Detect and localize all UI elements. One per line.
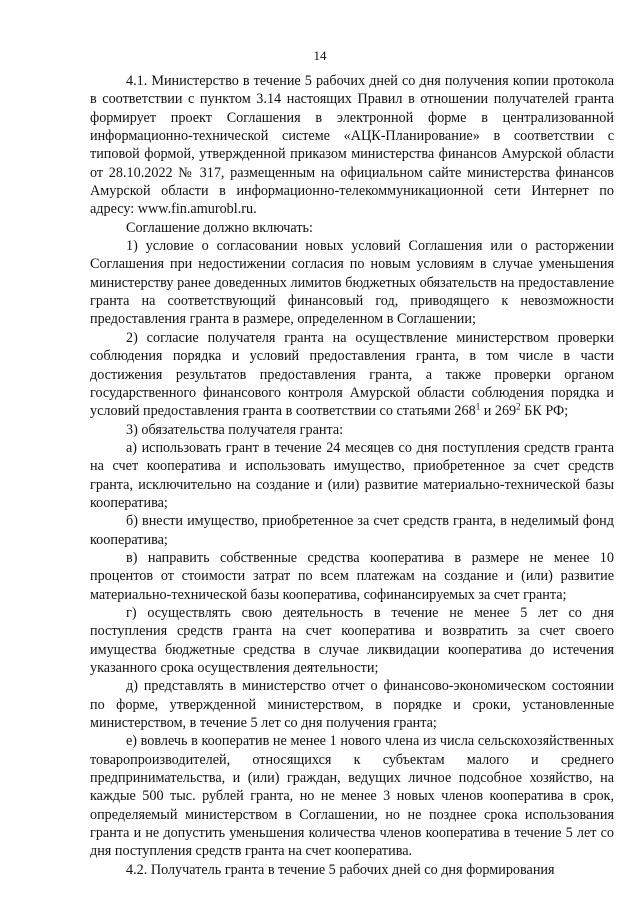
paragraph-4-2: 4.2. Получатель гранта в течение 5 рабочих дней со дня формирования (126, 861, 555, 878)
paragraph-item-1: 1) условие о согласовании новых условий Соглашения или о расторжении Соглашения при недостижении согласия по новым условиям в случае уменьшения министерству ранее доведенных лимитов бюджетных обязательств на предоставление гранта на соответствующий финансовый год, приводящего к невозможности предоставления гранта в размере, определенном в Соглашении; (90, 238, 614, 328)
paragraph-item-3: 3) обязательства получателя гранта: (126, 421, 344, 438)
paragraph-4-1: 4.1. Министерство в течение 5 рабочих дней со дня получения копии протокола в соответствии с пунктом 3.14 настоящих Правил в отношении получателей гранта формирует проект Соглашения в электронной форме в централизованной информационно-технической системе «АЦК-Планирование» в соответствии с типовой формой, утвержденной приказом министерства финансов Амурской области от 28.10.2022 № 317, размещенным на официальном сайте министерства финансов Амурской области в информационно-телекоммуникационной сети Интернет по адресу: www.fin.amurobl.ru. (90, 73, 614, 218)
paragraph-item-3g: г) осуществлять свою деятельность в течение не менее 5 лет со дня поступления средств гранта на счет кооператива и возвратить за счет своего имущества бюджетные средства в случае ликвидации кооператива до истечения указанного срока осуществления деятельности; (90, 604, 614, 676)
paragraph-item-3b: б) внести имущество, приобретенное за счет средств гранта, в неделимый фонд кооператива; (90, 513, 614, 548)
superscript-269: 2 (516, 401, 521, 412)
page-number: 14 (313, 48, 327, 63)
paragraph-item-3d: д) представлять в министерство отчет о финансово-экономическом состоянии по форме, утвержденной министерством, в порядке и сроки, установленные министерством, в течение 5 лет со дня получения гранта; (90, 678, 614, 732)
superscript-268: 1 (475, 401, 481, 412)
document-body (90, 72, 614, 879)
paragraph-item-3a: а) использовать грант в течение 24 месяцев со дня поступления средств гранта на счет кооператива и использовать имущество, приобретенное за счет средств гранта, исключительно на создание и (или) развитие материально-технической базы кооператива; (90, 439, 614, 511)
paragraph-item-2-text-after: БК РФ; (520, 403, 569, 420)
paragraph-item-3v: в) направить собственные средства кооператива в размере не менее 10 процентов от стоимости затрат по всем платежам на создание и (или) развитие материально-технической базы кооператива, софинансируемых за счет гранта; (90, 549, 614, 603)
paragraph-item-2-text-before: 2) согласие получателя гранта на осуществление министерством проверки соблюдения порядка и условий предоставления гранта, в том числе в части достижения результатов предоставления гранта, а также проверки органом государственного финансового контроля Амурской области соблюдения порядка и условий предоставления гранта в соответствии со статьями 268 (90, 329, 614, 420)
paragraph-agreement-intro: Соглашение должно включать: (126, 219, 313, 236)
paragraph-item-3e: е) вовлечь в кооператив не менее 1 нового члена из числа сельскохозяйственных товаропроизводителей, относящихся к субъектам малого и среднего предпринимательства, и (или) граждан, ведущих личное подсобное хозяйство, на каждые 500 тыс. рублей гранта, но не менее 3 новых членов кооператива в срок, определяемый министерством в Соглашении, но не позднее срока использования гранта и не допустить уменьшения количества членов кооператива в течение 5 лет со дня поступления средств гранта на счет кооператива. (90, 733, 614, 860)
paragraph-item-2 (90, 329, 614, 421)
paragraph-item-2-text-middle: и 269 (480, 403, 517, 420)
